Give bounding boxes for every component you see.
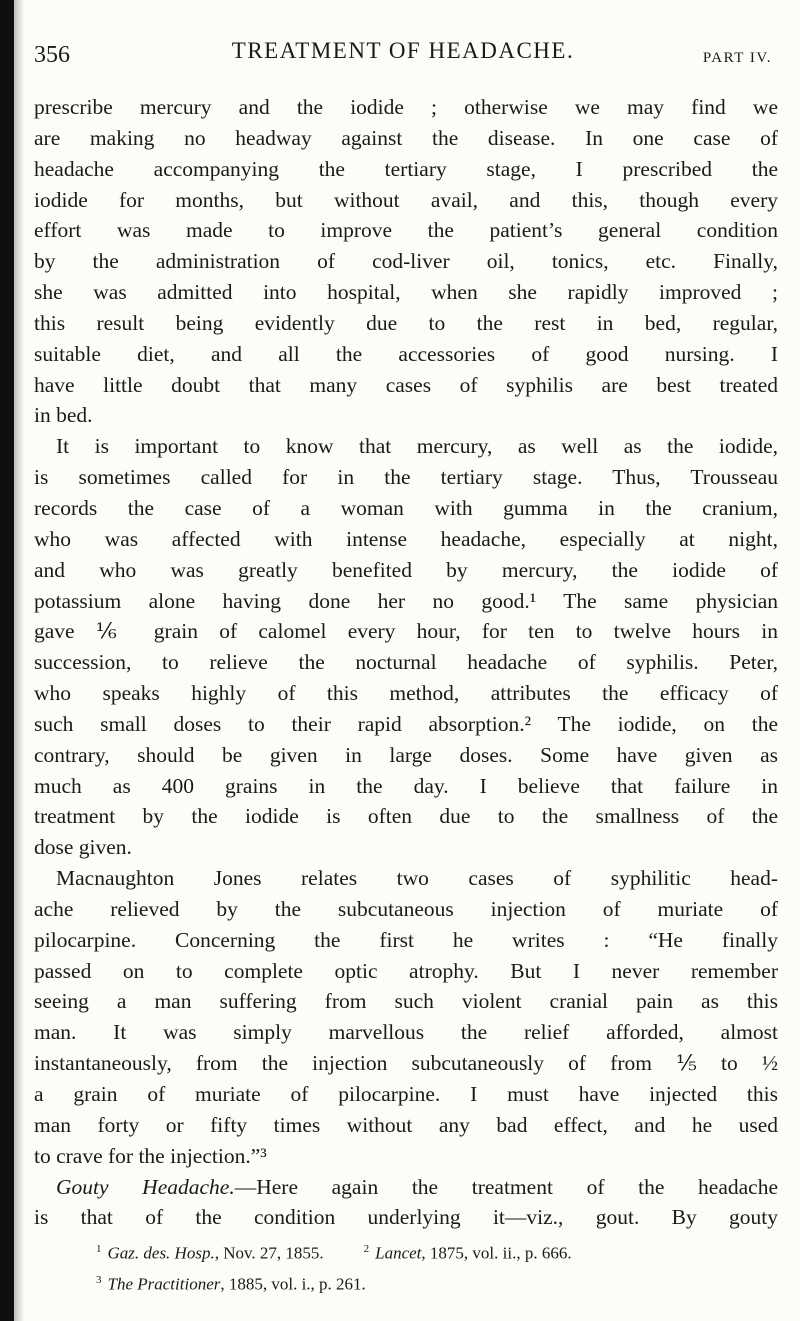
text-line: instantaneously, from the injection subcutaneously of from ⅕ to ½ [34, 1051, 778, 1076]
text-line: by the administration of cod-liver oil, tonics, etc. Finally, [34, 249, 778, 274]
text-line: to crave for the injection.”³ [34, 1143, 267, 1168]
footnote-row [96, 1236, 776, 1267]
running-title: TREATMENT OF HEADACHE. [231, 38, 575, 63]
text-line: such small doses to their rapid absorption.² The iodide, on the [34, 711, 778, 736]
footnote-number: 2 [363, 1243, 370, 1255]
footnote-number: 3 [96, 1273, 102, 1286]
text-line: man forty or fifty times without any bad effect, and he used [34, 1112, 778, 1137]
text-line: is that of the condition underlying it—viz., gout. By gouty [34, 1205, 778, 1230]
text-line: potassium alone having done her no good.¹ The same physician [34, 588, 778, 613]
running-head [34, 38, 772, 72]
text-line: a grain of muriate of pilocarpine. I must have injected this [34, 1082, 778, 1106]
text-line: much as 400 grains in the day. I believe that failure in [34, 773, 778, 798]
text-line: dose given. [34, 835, 132, 860]
text-line: passed on to complete optic atrophy. But I never remember [34, 958, 778, 983]
text-line: gave ⅙ grain of calomel every hour, for ten to twelve hours in [34, 619, 778, 644]
part-label: PART IV. [702, 50, 772, 66]
footnote-source: Lancet [375, 1243, 422, 1263]
text-line: have little doubt that many cases of syphilis are best treated [34, 372, 778, 397]
paragraph-1 [34, 92, 778, 431]
text-line: this result being evidently due to the rest in bed, regular, [34, 310, 778, 335]
footnote-3 [96, 1267, 366, 1298]
footnote-row [96, 1267, 776, 1298]
footnote-1 [96, 1236, 324, 1267]
paragraph-4 [34, 1172, 778, 1234]
paragraph-2 [34, 431, 778, 863]
footnote-number: 1 [96, 1243, 102, 1255]
text-fragment: —Here again the treatment of the headache [234, 1174, 778, 1199]
text-line: prescribe mercury and the iodide ; otherwise we may find we [34, 95, 778, 119]
footnote-detail: , Nov. 27, 1855. [214, 1243, 324, 1263]
footnote-source: The Practitioner [107, 1274, 221, 1294]
body-text [34, 92, 778, 1233]
text-line [34, 1172, 778, 1203]
text-line: who speaks highly of this method, attributes the efficacy of [34, 681, 778, 706]
text-line: and who was greatly benefited by mercury, the iodide of [34, 557, 778, 582]
text-line: headache accompanying the tertiary stage, I prescribed the [34, 156, 778, 181]
footnote-2 [364, 1236, 572, 1267]
text-line: It is important to know that mercury, as well as the iodide, [56, 434, 778, 459]
section-heading: Gouty Headache. [56, 1174, 235, 1199]
text-line: is sometimes called for in the tertiary stage. Thus, Trousseau [34, 465, 778, 490]
text-line: are making no headway against the disease. In one case of [34, 125, 778, 150]
text-line: contrary, should be given in large doses. Some have given as [34, 742, 778, 767]
text-line: treatment by the iodide is often due to the smallness of the [34, 804, 778, 829]
text-line: succession, to relieve the nocturnal headache of syphilis. Peter, [34, 650, 778, 675]
footnote-detail: , 1875, vol. ii., p. 666. [421, 1243, 572, 1263]
text-line: in bed. [34, 403, 93, 428]
text-line: records the case of a woman with gumma in the cranium, [34, 495, 778, 520]
footnote-source: Gaz. des. Hosp. [107, 1243, 215, 1263]
text-line: ache relieved by the subcutaneous injection of muriate of [34, 896, 778, 921]
footnote-detail: , 1885, vol. i., p. 261. [220, 1274, 366, 1294]
paragraph-3 [34, 863, 778, 1171]
text-line: iodide for months, but without avail, and this, though every [34, 187, 778, 212]
text-line: suitable diet, and all the accessories of good nursing. I [34, 341, 778, 366]
text-line: Macnaughton Jones relates two cases of syphilitic head- [56, 866, 778, 891]
footnotes [96, 1236, 776, 1297]
text-line: effort was made to improve the patient’s general condition [34, 218, 778, 243]
text-line: man. It was simply marvellous the relief afforded, almost [34, 1020, 778, 1045]
text-line: who was affected with intense headache, especially at night, [34, 526, 778, 551]
page-number: 356 [34, 42, 70, 68]
text-line: seeing a man suffering from such violent cranial pain as this [34, 989, 778, 1014]
text-line: she was admitted into hospital, when she rapidly improved ; [34, 280, 778, 305]
text-line: pilocarpine. Concerning the first he writes : “He finally [34, 927, 778, 952]
